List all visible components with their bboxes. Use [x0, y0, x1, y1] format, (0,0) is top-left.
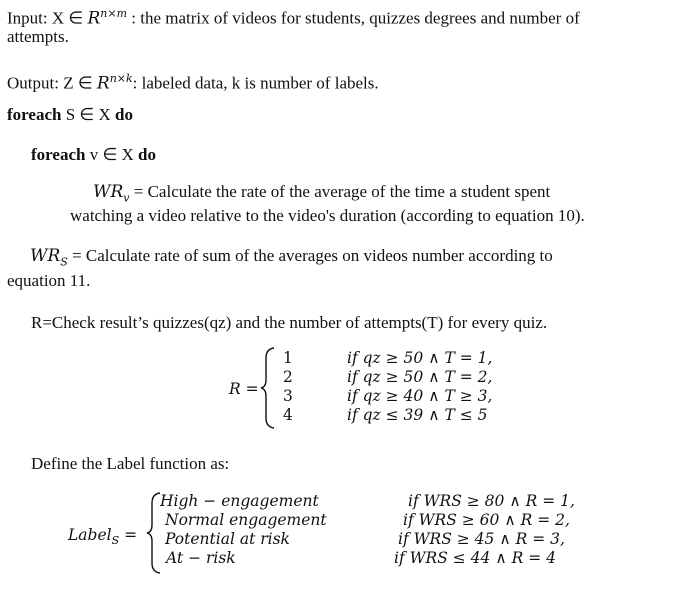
r-value: 2 [283, 368, 293, 386]
output-dim: n×k [109, 72, 133, 85]
loop-variable: v ∈ X [85, 145, 139, 164]
loop-variable: S ∈ X [61, 105, 115, 124]
label-conditions [394, 492, 575, 568]
label-var: Label [68, 526, 112, 544]
equals-sign: = [119, 526, 138, 544]
wrv-continuation: watching a video relative to the video's duration (according to equation 10). [70, 206, 585, 225]
input-description: : the matrix of videos for students, quizzes degrees and number of [127, 8, 580, 28]
r-values [283, 349, 293, 425]
wrs-continuation: equation 11. [7, 271, 91, 290]
keyword-do: do [138, 145, 157, 164]
input-line [7, 4, 580, 29]
left-brace-icon [260, 346, 276, 430]
keyword-foreach: foreach [7, 105, 62, 124]
output-line [7, 69, 379, 94]
keyword-do: do [115, 105, 133, 124]
wrv-var: WR [93, 182, 124, 202]
r-condition: if qz ≥ 50 ∧ T = 2, [347, 368, 493, 386]
output-prefix: Output: Z ∈ [7, 73, 97, 93]
foreach-video-line [31, 145, 156, 165]
r-value: 1 [283, 349, 293, 367]
label-values [160, 492, 327, 568]
wrs-description: Calculate rate of sum of the averages on videos number according to [85, 246, 553, 265]
r-value: 3 [283, 387, 293, 405]
label-condition: if WRS ≤ 44 ∧ R = 4 [394, 549, 556, 567]
wrv-sub: v [123, 191, 130, 205]
input-prefix: Input: X ∈ [7, 8, 88, 28]
label-sub: S [111, 534, 120, 548]
wrv-description: Calculate the rate of the average of the time a student spent [147, 182, 551, 201]
label-intro: Define the Label function as: [31, 454, 230, 473]
r-conditions [347, 349, 492, 425]
wrs-sub: S [60, 255, 68, 269]
label-value-normal: Normal engagement [165, 511, 327, 529]
r-lhs: R = [229, 380, 259, 398]
equals-sign: = [129, 182, 148, 201]
r-value: 4 [283, 406, 293, 424]
equals-sign: = [67, 246, 86, 265]
wrv-line [93, 182, 550, 208]
r-condition: if qz ≤ 39 ∧ T ≤ 5 [347, 406, 488, 424]
label-value-at-risk: At − risk [166, 549, 236, 567]
label-condition: if WRS ≥ 80 ∧ R = 1, [408, 492, 575, 510]
r-condition: if qz ≥ 40 ∧ T ≥ 3, [347, 387, 493, 405]
label-value-potential: Potential at risk [165, 530, 290, 548]
label-condition: if WRS ≥ 60 ∧ R = 2, [403, 511, 570, 529]
keyword-foreach: foreach [31, 145, 86, 164]
foreach-student-line [7, 105, 133, 125]
r-check-line: R=Check result’s quizzes(qz) and the number of attempts(T) for every quiz. [31, 313, 548, 332]
input-set: R [87, 8, 101, 29]
label-lhs [68, 526, 137, 550]
wrs-line [30, 246, 553, 272]
input-continuation: attempts. [7, 27, 69, 46]
label-value-high: High − engagement [160, 492, 319, 510]
output-description: : labeled data, k is number of labels. [132, 73, 379, 93]
output-set: R [96, 73, 110, 94]
r-condition: if qz ≥ 50 ∧ T = 1, [347, 349, 493, 367]
wrs-var: WR [30, 246, 61, 266]
input-dim: n×m [100, 7, 127, 20]
label-condition: if WRS ≥ 45 ∧ R = 3, [398, 530, 565, 548]
